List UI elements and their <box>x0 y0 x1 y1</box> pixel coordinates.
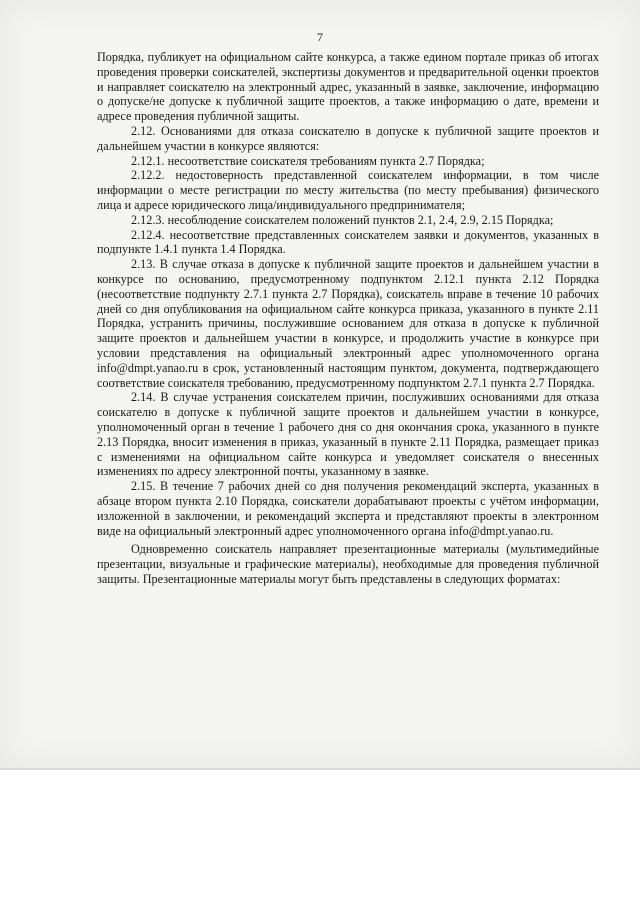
paragraph-presentation-materials: Одновременно соискатель направляет презентационные материалы (мультимедийные презентации, визуальные и графические материалы), необходимые для проведения публичной защиты. Презентационные материалы могут быть представлены в следующих форматах: <box>97 542 599 586</box>
page-number: 7 <box>317 30 323 44</box>
paragraph-2-12-4: 2.12.4. несоответствие представленных соискателем заявки и документов, указанных в подпункте 1.4.1 пункта 1.4 Порядка. <box>97 227 599 257</box>
paragraph-2-12-1: 2.12.1. несоответствие соискателя требованиям пункта 2.7 Порядка; <box>131 153 485 168</box>
paragraph-2-12: 2.12. Основаниями для отказа соискателю в допуске к публичной защите проектов и дальнейшем участии в конкурсе являются: <box>97 123 599 153</box>
document-body <box>97 50 599 587</box>
paragraph-2-15: 2.15. В течение 7 рабочих дней со дня получения рекомендаций эксперта, указанных в абзаце втором пункта 2.10 Порядка, соискатели дорабатывают проекты с учётом информации, изложенной в заключении, и рекомендаций эксперта и представляют проекты в электронном виде на официальный электронный адрес уполномоченного органа info@dmpt.yanao.ru. <box>97 479 599 538</box>
paragraph-2-14: 2.14. В случае устранения соискателем причин, послуживших основаниями для отказа соискателю в допуске к публичной защите проектов и дальнейшем участии в конкурсе, уполномоченный орган в течение 1 рабочего дня со дня окончания срока, указанного в пункте 2.13 Порядка, вносит изменения в приказ, указанный в пункте 2.11 Порядка, размещает приказ с изменениями на официальном сайте конкурса и уведомляет соискателя о внесенных изменениях по адресу электронной почты, указанному в заявке. <box>97 390 599 479</box>
paragraph-2-12-3: 2.12.3. несоблюдение соискателем положений пунктов 2.1, 2.4, 2.9, 2.15 Порядка; <box>131 212 554 227</box>
paragraph-continuation: Порядка, публикует на официальном сайте конкурса, а также едином портале приказ об итогах проведения проверки соискателей, экспертизы документов и предварительной оценки проектов и направляет соискателю на электронный адрес, указанный в заявке, заключение, информацию о допуске/не допуске к публичной защите проектов, а также информацию о дате, времени и адресе проведения публичной защиты. <box>97 50 599 124</box>
paragraph-2-13: 2.13. В случае отказа в допуске к публичной защите проектов и дальнейшем участии в конкурсе по основанию, предусмотренному подпунктом 2.12.1 пункта 2.12 Порядка (несоответствие подпункту 2.7.1 пункта 2.7 Порядка), соискатель вправе в течение 10 рабочих дней со дня опубликования на официальном сайте конкурса приказа, указанного в пункте 2.11 Порядка, устранить причины, послужившие основанием для отказа в допуске к публичной защите проектов и дальнейшем участии в конкурсе, и продолжить участие в конкурсе при условии представления на официальный электронный адрес уполномоченного органа info@dmpt.yanao.ru в срок, установленный настоящим пунктом, документа, подтверждающего соответствие соискателя требованию, предусмотренному подпунктом 2.7.1 пункта 2.7 Порядка. <box>97 257 599 390</box>
paragraph-2-12-2: 2.12.2. недостоверность представленной соискателем информации, в том числе информации о месте регистрации по месту жительства (по месту пребывания) физического лица и адресе юридического лица/индивидуального предпринимателя; <box>97 168 599 212</box>
